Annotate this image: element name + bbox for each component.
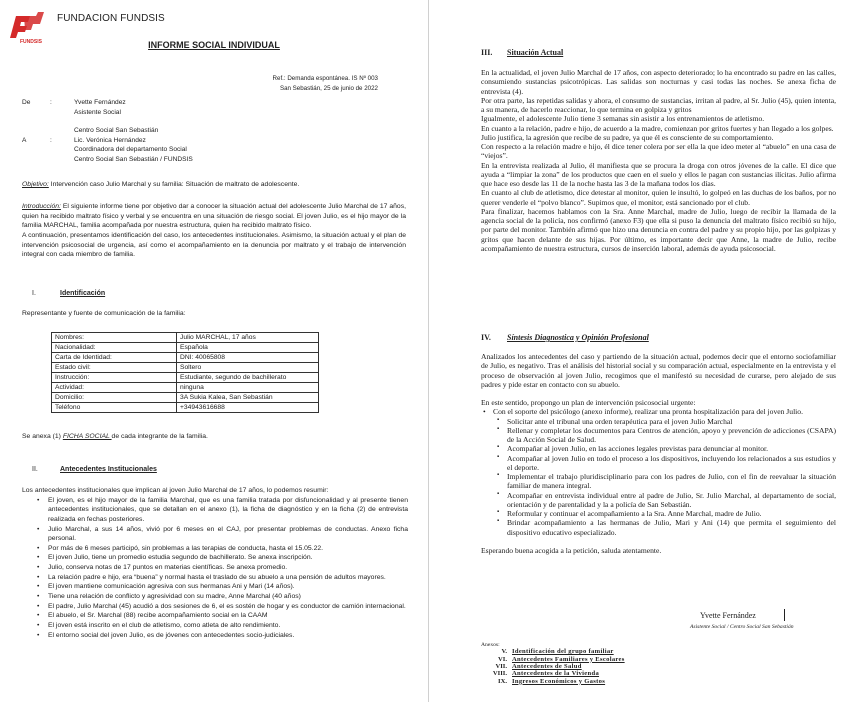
objective-label: Objetivo:	[22, 181, 49, 188]
list-item: • El joven mantiene comunicación agresiva con sus hermanas Ani y Mari (14 años).	[48, 582, 408, 592]
sub-list-item: ▪ Acompañar en entrevista individual entre al padre de Julio, Sr. Julio Marchal, al departamento de social, orientación y de parentalidad y la a policía de San Sebastián.	[507, 491, 836, 510]
page-divider	[428, 0, 429, 702]
sub-list-item: ▪ Acompañar al joven Julio en todo el proceso a los dispositivos, incluyendo los relacionados a sus estudios y el deporte.	[507, 454, 836, 473]
objective-text: Intervención caso Julio Marchal y su familia: Situación de maltrato de adolescente.	[48, 181, 300, 188]
page-left	[0, 0, 428, 702]
annex-item	[481, 648, 625, 655]
sub-list-item: ▪ Implementar el trabajo pluridisciplinario para con los padres de Julio, con el fin de reevaluar la situación familiar de manera integral.	[507, 472, 836, 491]
section-3-paragraph: En cuanto a la relación, padre e hijo, de acuerdo a la madre, comienzan por gritos fuertes y han llegado a los golpes.	[481, 123, 834, 133]
report-title: INFORME SOCIAL INDIVIDUAL	[148, 40, 280, 50]
identification-row	[52, 373, 319, 383]
section-2-intro: Los antecedentes institucionales que implican al joven Julio Marchal de 17 años, lo podemos resumir:	[22, 487, 329, 494]
section-2-title: Antecedentes Institucionales	[60, 466, 157, 473]
section-2-bullets	[34, 496, 408, 641]
identification-field: Instrucción:	[52, 373, 177, 383]
section-2-num: II.	[32, 466, 38, 473]
annex-num: IX.	[498, 677, 507, 685]
identification-row	[52, 383, 319, 393]
identification-value: Estudiante, segundo de bachillerato	[177, 373, 319, 383]
list-item: • Julio, conserva notas de 17 puntos en materias científicas. Se anexa promedio.	[48, 563, 408, 573]
identification-field: Teléfono	[52, 403, 177, 413]
identification-row	[52, 393, 319, 403]
identification-row	[52, 353, 319, 363]
section-3-paragraph: En cuanto al club de atletismo, dice detestar al monitor, quien le insultó, lo golpeó en las duchas de los baños, por no querer venderle el “polvo blanco”. Supimos que, el monitor, está sancionado por el club.	[481, 188, 836, 207]
annex-title: Identificación del grupo familiar	[512, 648, 614, 656]
section-4-num: IV.	[481, 333, 491, 342]
list-item: • El joven está inscrito en el club de atletismo, como atleta de alto rendimiento.	[48, 621, 408, 631]
text-cursor	[784, 609, 785, 621]
annex-note-link: FICHA SOCIAL	[62, 433, 112, 440]
annex-note-pre: Se anexa (1)	[22, 433, 63, 440]
section-3-title: Situación Actual	[507, 48, 564, 57]
org-name: FUNDACION FUNDSIS	[57, 13, 165, 24]
section-4-title: Síntesis Diagnostica y Opinión Profesional	[507, 333, 649, 342]
annex-num: VIII.	[492, 670, 507, 678]
fundsis-logo	[6, 10, 46, 44]
de-line: Yvette Fernández	[74, 99, 126, 106]
sub-list-item: ▪ Solicitar ante el tribunal una orden terapéutica para el joven Julio Marchal	[507, 417, 836, 426]
section-3-paragraph: Igualmente, el adolescente Julio tiene 3 semanas sin asistir a los entrenamientos de atletismo.	[481, 114, 765, 124]
section-3-body	[481, 68, 836, 253]
identification-field: Nombres:	[52, 333, 177, 343]
identification-field: Nacionalidad:	[52, 343, 177, 353]
section-3-num: III.	[481, 48, 493, 57]
de-line: Asistente Social	[74, 108, 121, 116]
header-block	[22, 98, 193, 164]
identification-field: Actividad:	[52, 383, 177, 393]
identification-value: DNI: 40065808	[177, 353, 319, 363]
sub-list-item: ▪ Rellenar y completar los documentos para Centros de atención, apoyo y prevención de adicciones (CSAPA) de la Acción Social de Salud.	[507, 426, 836, 445]
a-line: Centro Social San Sebastián / FUNDSIS	[74, 155, 193, 163]
signature-role: Asistente Social / Centro Social San Sebastián	[690, 624, 794, 630]
list-item: • La relación padre e hijo, era “buena” y normal hasta el traslado de su abuelo a una pensión de adultos mayores.	[48, 573, 408, 583]
list-item: • El padre, Julio Marchal (45) acudió a dos sesiones de 6, el es sostén de hogar y es conductor de camión internacional.	[48, 602, 408, 612]
list-item: • El joven, es el hijo mayor de la familia Marchal, que es una familia tratada por disfuncionalidad y al presente tienen antecedentes institucionales, que se detallan en el anexo (1), la ficha de diagnóstico y en la ficha (2) de entrevista realizada en fechas posteriores.	[48, 496, 408, 525]
closing-line: Esperando buena acogida a la petición, saluda atentamente.	[481, 545, 662, 555]
objective	[22, 180, 412, 190]
identification-value: +34943616688	[177, 403, 319, 413]
section-2-body	[22, 486, 408, 640]
intro-label: Introducción:	[22, 203, 61, 210]
annex-item	[481, 663, 625, 670]
de-colon: :	[50, 99, 52, 106]
annex-list	[481, 642, 625, 685]
section-2-heading	[32, 466, 157, 473]
section-1-heading	[32, 290, 105, 297]
identification-row	[52, 343, 319, 353]
section-4-main-bullets	[481, 407, 836, 537]
identification-field: Estado civil:	[52, 363, 177, 373]
section-4-heading	[481, 333, 649, 342]
identification-value: Julio MARCHAL, 17 años	[177, 333, 319, 343]
annex-note-post: de cada integrante de la familia.	[111, 433, 208, 440]
sub-list-item: ▪ Acompañar al joven Julio, en las acciones legales previstas para denunciar al monitor.	[507, 444, 836, 453]
section-3-paragraph: Julio justifica, la agresión que recibe de su padre, ya que él es consciente de su comportamiento.	[481, 132, 774, 142]
svg-text:FUNDSIS: FUNDSIS	[20, 39, 42, 44]
annex-title: Antecedentes Familiares y Escolares	[512, 655, 625, 663]
section-4-main-bullet-text: Con el soporte del psicólogo (anexo informe), realizar una pronta hospitalización para del joven Julio.	[493, 407, 803, 417]
annex-item	[481, 656, 625, 663]
report-ref: Ref.: Demanda espontánea. IS Nº 003	[272, 75, 378, 82]
section-3-paragraph: En la entrevista realizada al Julio, él manifiesta que se procura la droga con otros jóvenes de la calle. El dice que ayuda a “limpiar la zona” de los productos que caen en el suelo y ellos le pagan con sustancias ilícitas. Julio afirma que hace eso desde las 11 de la noche hasta las 3 de la mañana todos los días.	[481, 160, 836, 188]
section-4-body	[481, 352, 836, 555]
section-3-paragraph: Con respecto a la relación madre e hijo, él dice tener colera por ser ella la que ideo meter al “abuelo” en una casa de “viejos”.	[481, 142, 836, 161]
section-1-intro: Representante y fuente de comunicación de la familia:	[22, 310, 186, 317]
sub-list-item: ▪ Brindar acompañamiento a las hermanas de Julio, Mari y Ani (14) que permita el seguimiento del dispositivo educativo especializado.	[507, 518, 836, 537]
annex-title: Antecedentes de la Vivienda	[512, 670, 600, 678]
annex-num: V.	[501, 648, 507, 656]
identification-row	[52, 403, 319, 413]
annex-item	[481, 670, 625, 677]
a-line: Lic. Verónica Hernández	[74, 136, 146, 144]
annex-num: VII.	[495, 663, 507, 670]
identification-table	[51, 332, 319, 413]
section-3-paragraph: En la actualidad, el joven Julio Marchal de 17 años, con aspecto deteriorado; lo ha encontrado su padre en las calles, consumiendo sustancias psicotrópicas. Las salidas son nocturnas y casi todas las noches. Se anexa ficha de entrevista (4).	[481, 68, 836, 96]
sub-list-item: ▪ Reformular y continuar el acompañamiento a la Sra. Anne Marchal, madre de Julio.	[507, 509, 836, 518]
annex-num: VI.	[498, 655, 507, 663]
identification-field: Domicilio:	[52, 393, 177, 403]
list-item: • El joven Julio, tiene un promedio estudia segundo de bachillerato. Se anexa inscripción.	[48, 553, 408, 563]
section-4-p2: En este sentido, propongo un plan de intervención psicosocial urgente:	[481, 398, 696, 407]
a-line: Coordinadora del departamento Social	[74, 146, 187, 154]
section-4-sub-bullets	[493, 417, 836, 537]
section-4-main-bullet	[493, 407, 836, 537]
report-ref-block	[273, 74, 378, 93]
identification-value: 3A Sukia Kalea, San Sebastián	[177, 393, 319, 403]
identification-field: Carta de Identidad:	[52, 353, 177, 363]
annex-item	[481, 678, 625, 685]
section-3-paragraph: Para finalizar, hacemos hablamos con la Sra. Anne Marchal, madre de Julio, luego de recibir la llamada de la agencia social de la policía, nos confirmó (anexo F3) que ella si puso la denuncia del maltrato físico recibió su hijo, por parte del monitor. También afirmó que hizo una denuncia en contra del padre y su propio hijo, por las golpizas y gritos que hacen delante de sus hijas. Por último, es importante decir que Anne, la madre de Julio, recibe acompañamiento de nuestra estructura, cursos de inserción laboral, además de ayuda psicosocial.	[481, 206, 836, 253]
identification-row	[52, 333, 319, 343]
identification-value: Española	[177, 343, 319, 353]
de-key: De	[22, 99, 31, 106]
intro-p1: El siguiente informe tiene por objetivo dar a conocer la situación actual del adolescente Julio Marchal de 17 años, quien ha recibido maltrato físico y verbal y se encuentra en una situación de riesgo social. El joven Julio, es el hijo mayor de la familia MARCHAL, familia acompañada por nuestra estructura, quien ha recibido maltrato físico.	[22, 203, 406, 230]
list-item: • Por más de 6 meses participó, sin problemas a las terapias de conducta, hasta el 15.05.22.	[48, 544, 408, 554]
section-4-p1: Analizados los antecedentes del caso y partiendo de la situación actual, podemos decir que el entorno sociofamiliar de Julio, es negativo. Tras el análisis del historial social y su comparación actual, especialmente en la entrevista y el proceso de observación al joven Julio, recogimos que el manifestó su necesidad de curarse, pero alejado de sus padres y pide estar en contacto con su abuelo.	[481, 352, 836, 389]
identification-value: ninguna	[177, 383, 319, 393]
report-date: San Sebastián, 25 de junio de 2022	[279, 84, 378, 92]
list-item: • Tiene una relación de conflicto y agresividad con su madre, Anne Marchal (40 años)	[48, 592, 408, 602]
section-3-paragraph: Por otra parte, las repetidas salidas y ahora, el consumo de sustancias, irritan al padre, al Sr. Julio (45), quien intenta, a su manera, de hacerlo reaccionar, lo que termina en golpiza y gritos	[481, 95, 836, 114]
a-key: A	[22, 136, 27, 144]
section-1-num: I.	[32, 290, 36, 297]
list-item: • El entorno social del joven Julio, es de jóvenes con antecedentes socio-judiciales.	[48, 631, 408, 641]
section-1-title: Identificación	[60, 290, 106, 297]
identification-value: Soltero	[177, 363, 319, 373]
signature-name: Yvette Fernández	[700, 611, 756, 620]
annex-title: Antecedentes de Salud	[512, 663, 582, 670]
list-item: • El abuelo, el Sr. Marchal (88) recibe acompañamiento social en la CAAM	[48, 611, 408, 621]
de-center: Centro Social San Sebastián	[74, 127, 159, 135]
list-item: • Julio Marchal, a sus 14 años, vivió por 6 meses en el CAJ, por presentar problemas de conductas. Anexo ficha personal.	[48, 525, 408, 544]
annex-note	[22, 432, 208, 442]
introduction	[22, 202, 406, 260]
annex-title: Ingresos Económicos y Gastos	[512, 677, 606, 685]
identification-row	[52, 363, 319, 373]
a-colon: :	[50, 136, 52, 144]
annex-label: Anexos:	[481, 642, 500, 648]
intro-p2: A continuación, presentamos identificación del caso, los antecedentes institucionales. Asimismo, la situación actual y el plan de intervención psicosocial de urgencia, así como el acompañamiento en la denuncia por maltrato y el trabajo de intervención integral con cada miembro de familia.	[22, 231, 406, 259]
section-3-heading	[481, 48, 563, 57]
